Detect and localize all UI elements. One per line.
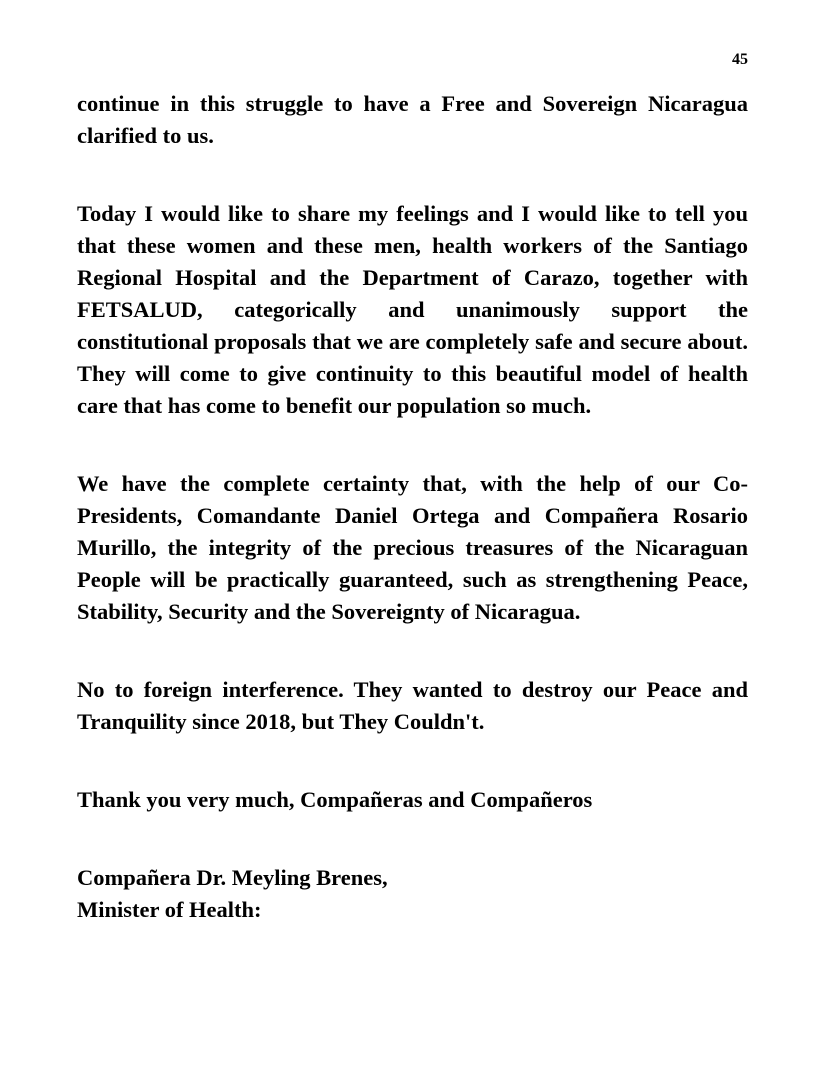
- paragraph-thanks: Thank you very much, Compañeras and Compañeros: [77, 787, 593, 812]
- paragraph-health-workers-support: Today I would like to share my feelings and I would like to tell you that these women and these men, health workers of the Santiago Regional Hospital and the Department of Carazo, together with FETSALUD, categorically and unanimously support the constitutional proposals that we are completely safe and secure about. They will come to give continuity to this beautiful model of health care that has come to benefit our population so much.: [77, 201, 748, 418]
- page-body: [77, 88, 748, 926]
- paragraph-co-presidents: We have the complete certainty that, with the help of our Co-Presidents, Comandante Daniel Ortega and Compañera Rosario Murillo, the integrity of the precious treasures of the Nicaraguan People will be practically guaranteed, such as strengthening Peace, Stability, Security and the Sovereignty of Nicaragua.: [77, 471, 748, 624]
- paragraph-continuation: continue in this struggle to have a Free and Sovereign Nicaragua clarified to us.: [77, 91, 748, 148]
- signature-block: [77, 862, 748, 926]
- signature-name: Compañera Dr. Meyling Brenes,: [77, 865, 388, 890]
- paragraph-foreign-interference: No to foreign interference. They wanted to destroy our Peace and Tranquility since 2018, but They Couldn't.: [77, 677, 748, 734]
- signature-title: Minister of Health:: [77, 897, 262, 922]
- page-number: 45: [732, 51, 748, 68]
